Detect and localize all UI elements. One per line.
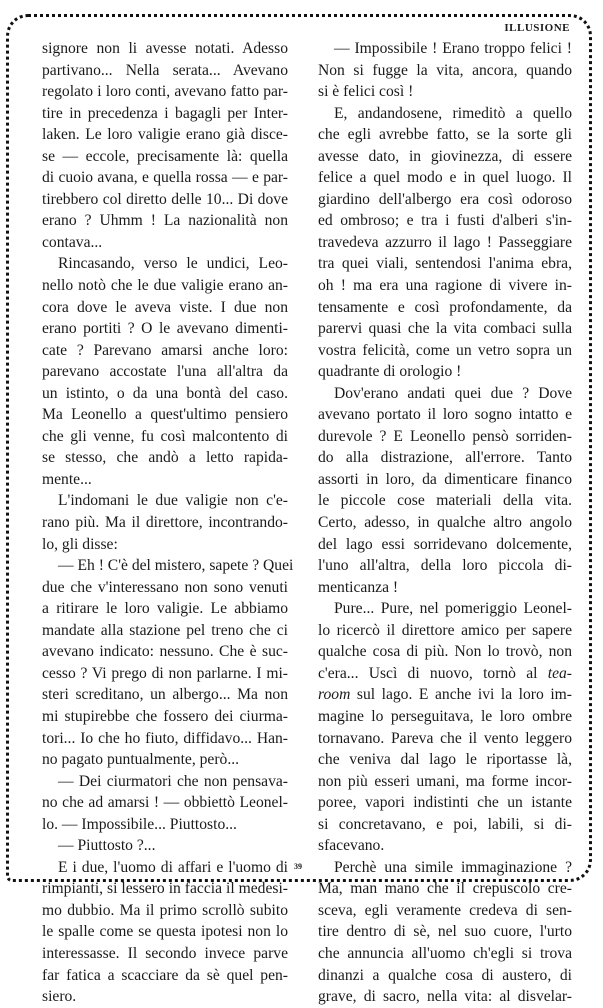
text-line: cesso ? Vi prego di non parlarne. I mi- <box>42 664 288 682</box>
text-line: grave, di sacro, nella vita: al disvelar- <box>318 988 572 1006</box>
text-line: Rincasando, verso le undici, Leo- <box>58 255 288 273</box>
text-line: interessasse. Il secondo invece parve <box>42 944 288 962</box>
text-line: cate ? Parevano amarsi anche loro: <box>42 341 288 359</box>
text-line: si è felici così ! <box>318 83 414 101</box>
text-line: no che ad amarsi ! — obbiettò Leonel- <box>42 794 288 812</box>
text-line: oh ! ma era una ragione di vivere in- <box>318 277 572 295</box>
text-line: c'era... Uscì di nuovo, tornò al tea- <box>318 664 572 682</box>
text-line: — Dei ciurmatori che non pensava- <box>58 772 288 790</box>
text-line: tornavano. Pareva che il vento leggero <box>318 729 572 747</box>
text-line: avevano portato il loro sogno intatto e <box>318 406 572 424</box>
text-line: a ritirare le loro valigie. Le abbiamo <box>42 600 288 618</box>
text-line: se — eccole, precisamente là: quella <box>42 147 288 165</box>
text-line: tori... Io che ho fiuto, diffidavo... Han- <box>42 729 288 747</box>
text-line: poree, vapori indistinti che un istante <box>318 794 572 812</box>
text-line: E, andandosene, rimeditò a quello <box>334 104 572 122</box>
text-line: ed ombroso; e tra i fusti d'alberi s'in- <box>318 212 572 230</box>
text-line: due che v'interessano non sono venuti <box>42 578 288 596</box>
text-line: magine lo perseguitava, le loro ombre <box>318 707 572 725</box>
text-line: di cuoio avana, e quella rossa — e par- <box>42 169 288 187</box>
text-line: quadrante di orologio ! <box>318 363 462 381</box>
text-line: sceva, egli veramente credeva di sen- <box>318 901 572 919</box>
text-line: qualche cosa di più. Non lo trovò, non <box>318 643 572 661</box>
text-line: L'indomani le due valigie non c'e- <box>58 492 288 510</box>
text-line: menticanza ! <box>318 578 399 596</box>
text-line: erano portiti ? O le avevano dimenti- <box>42 320 288 338</box>
text-line: do alla distrazione, all'errore. Tanto <box>318 449 572 467</box>
text-line: partivano... Nella serata... Avevano <box>42 61 288 79</box>
text-line: laken. Le loro valigie erano già disce- <box>42 126 288 144</box>
text-line: sfacevano. <box>318 837 385 855</box>
text-line: travedeva azzurro il lago ! Passeggiare <box>318 233 572 251</box>
right-text-column <box>318 38 572 1008</box>
text-line: giardino dell'albergo era così odoroso <box>318 190 572 208</box>
text-line: — Impossibile ! Erano troppo felici ! <box>334 40 572 57</box>
text-line: far fatica a scacciare da sè quel pen- <box>42 966 288 984</box>
text-line: lo. — Impossibile... Piuttosto... <box>42 815 237 833</box>
text-line: durevole ? E Leonello pensò sorriden- <box>318 427 572 445</box>
text-line: non più esseri umani, ma forme incor- <box>318 772 572 790</box>
text-line: mi stupirebbe che fossero dei ciurma- <box>42 707 288 725</box>
text-line: tire in precedenza i bagagli per Inter- <box>42 104 288 122</box>
text-line: vostra felicità, come un vetro sopra un <box>318 341 572 359</box>
text-line: tirebbero col diretto delle 10... Di dove <box>42 190 288 208</box>
text-line: assorti in loro, da dimenticare financo <box>318 470 572 488</box>
text-line: Non si fugge la vita, ancora, quando <box>318 61 572 79</box>
text-line: dinanzi a qualche cosa di austero, di <box>318 966 572 984</box>
text-line: che annuncia all'uomo ch'egli si trova <box>318 944 572 962</box>
text-line: — Piuttosto ?... <box>58 837 156 855</box>
text-line: avevano indicato: nessuno. Che è suc- <box>42 643 288 661</box>
text-line: Ma, man mano che il crepuscolo cre- <box>318 880 572 898</box>
text-line: tensamente e così profondamente, da <box>318 298 572 316</box>
text-line: felice a quel modo e in quel luogo. Il <box>318 169 572 187</box>
text-line: erano ? Uhmm ! La nazionalità non <box>42 212 288 230</box>
text-line: Certo, adesso, in qualche altro angolo <box>318 514 572 532</box>
text-line: un istinto, o da una bontà del caso. <box>42 384 288 402</box>
left-text-column <box>42 38 294 1008</box>
text-line: no pagato puntualmente, però... <box>42 751 240 769</box>
text-line: tra quei viali, sentendosi l'anima ebra, <box>318 255 572 273</box>
text-line: che gli venne, fu così malcontento di <box>42 427 288 445</box>
page-number: 39 <box>294 862 302 871</box>
text-line: del lago essi sorridevano dolcemente, <box>318 535 572 553</box>
text-line: signore non li avesse notati. Adesso <box>42 40 288 57</box>
text-line: E i due, l'uomo di affari e l'uomo di <box>58 858 288 876</box>
text-line: Perchè una simile immaginazione ? <box>334 858 572 876</box>
text-line: rano più. Ma il direttore, incontrando- <box>42 514 288 532</box>
text-line: contava... <box>42 233 103 251</box>
text-line: mandate alla stazione pel treno che ci <box>42 621 288 639</box>
text-line: mente... <box>42 470 92 488</box>
text-line: lo, gli disse: <box>42 535 118 553</box>
text-line: Pure... Pure, nel pomeriggio Leonel- <box>334 600 572 618</box>
text-line: Ma Leonello a quest'ultimo pensiero <box>42 406 288 424</box>
text-line: tire dentro di sè, nel suo cuore, l'urto <box>318 923 572 941</box>
text-line: nello notò che le due valigie erano an- <box>42 277 288 295</box>
text-line: avesse dato, in giovinezza, di essere <box>318 147 572 165</box>
text-line: mo dubbio. Ma il primo scrollò subito <box>42 901 288 919</box>
text-line: steri screditano, un albergo... Ma non <box>42 686 288 704</box>
text-line: se stesso, che andò a letto rapida- <box>42 449 288 467</box>
text-line: room sul lago. E anche ivi la loro im- <box>318 686 572 704</box>
text-line: le piccole cose materiali della vita. <box>318 492 572 510</box>
running-header: ILLUSIONE <box>504 22 570 34</box>
text-line: parervi quasi che la vita combaci sulla <box>318 320 572 338</box>
text-line: cora dove le aveva viste. I due non <box>42 298 288 316</box>
text-line: si concretavano, e poi, labili, si di- <box>318 815 572 833</box>
text-line: — Eh ! C'è del mistero, sapete ? Quei <box>58 557 294 575</box>
text-line: regolato i loro conti, avevano fatto par- <box>42 83 288 101</box>
text-line: che egli avrebbe fatto, se la sorte gli <box>318 126 572 144</box>
text-line: rimpianti, si lessero in faccia il medesi- <box>42 880 288 898</box>
text-line: Dov'erano andati quei due ? Dove <box>334 384 572 402</box>
text-line: parevano accostate l'una all'altra da <box>42 363 288 381</box>
text-line: le spalle come se questa ipotesi non lo <box>42 923 288 941</box>
text-line: siero. <box>42 988 77 1006</box>
text-line: lo ricercò il direttore amico per sapere <box>318 621 572 639</box>
text-line: l'uno all'altra, della loro piccola di- <box>318 557 572 575</box>
text-line: che veniva dal lago le riportasse là, <box>318 751 572 769</box>
